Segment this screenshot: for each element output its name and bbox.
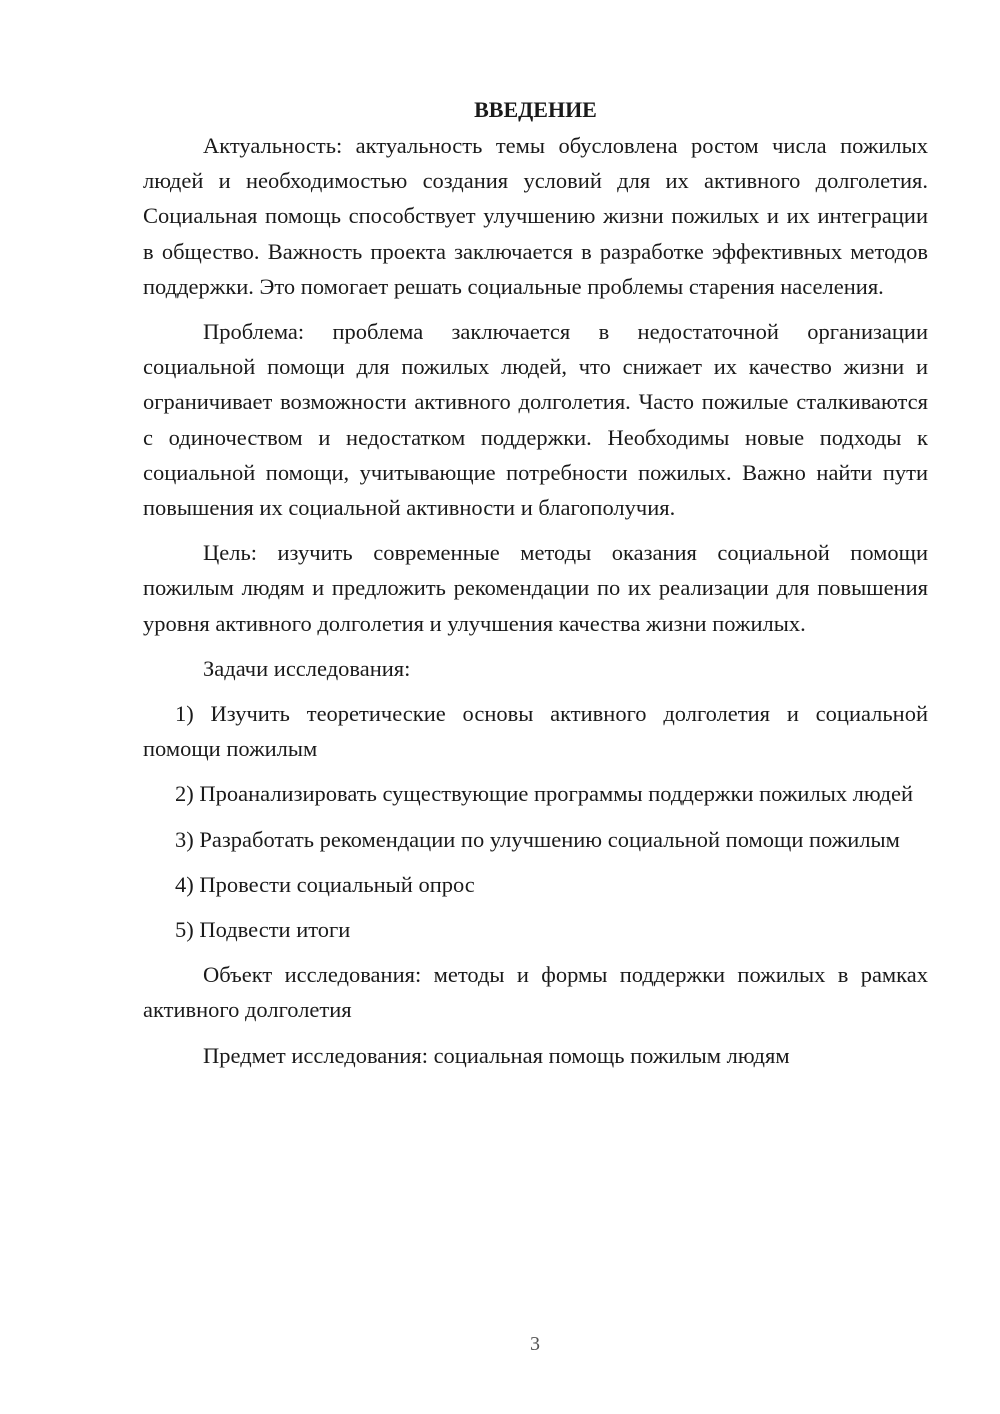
goal-paragraph: Цель: изучить современные методы оказания социальной помощи пожилым людям и предложить рекомендации по их реализации для повышения уровня активного долголетия и улучшения качества жизни пожилых. <box>143 540 928 636</box>
research-object-paragraph: Объект исследования: методы и формы поддержки пожилых в рамках активного долголетия <box>143 962 928 1023</box>
page-number: 3 <box>530 1333 540 1355</box>
relevance-paragraph: Актуальность: актуальность темы обусловлена ростом числа пожилых людей и необходимостью создания условий для их активного долголетия. Социальная помощь способствует улучшению жизни пожилых и их интеграции в общество. Важность проекта заключается в разработке эффективных методов поддержки. Это помогает решать социальные проблемы старения населения. <box>143 133 928 299</box>
page-title: ВВЕДЕНИЕ <box>474 97 597 122</box>
page-content <box>143 92 928 1083</box>
task-item: 2) Проанализировать существующие программы поддержки пожилых людей <box>175 781 914 807</box>
research-subject-paragraph: Предмет исследования: социальная помощь пожилым людям <box>203 1042 790 1068</box>
task-item: 4) Провести социальный опрос <box>175 871 475 897</box>
tasks-heading: Задачи исследования: <box>203 655 411 681</box>
task-item: 1) Изучить теоретические основы активного долголетия и социальной помощи пожилым <box>143 701 928 762</box>
problem-paragraph: Проблема: проблема заключается в недостаточной организации социальной помощи для пожилых людей, что снижает их качество жизни и ограничивает возможности активного долголетия. Часто пожилые сталкиваются с одиночеством и недостатком поддержки. Необходимы новые подходы к социальной помощи, учитывающие потребности пожилых. Важно найти пути повышения их социальной активности и благополучия. <box>143 319 928 521</box>
task-item: 5) Подвести итоги <box>175 917 351 943</box>
task-item: 3) Разработать рекомендации по улучшению социальной помощи пожилым <box>175 826 900 852</box>
